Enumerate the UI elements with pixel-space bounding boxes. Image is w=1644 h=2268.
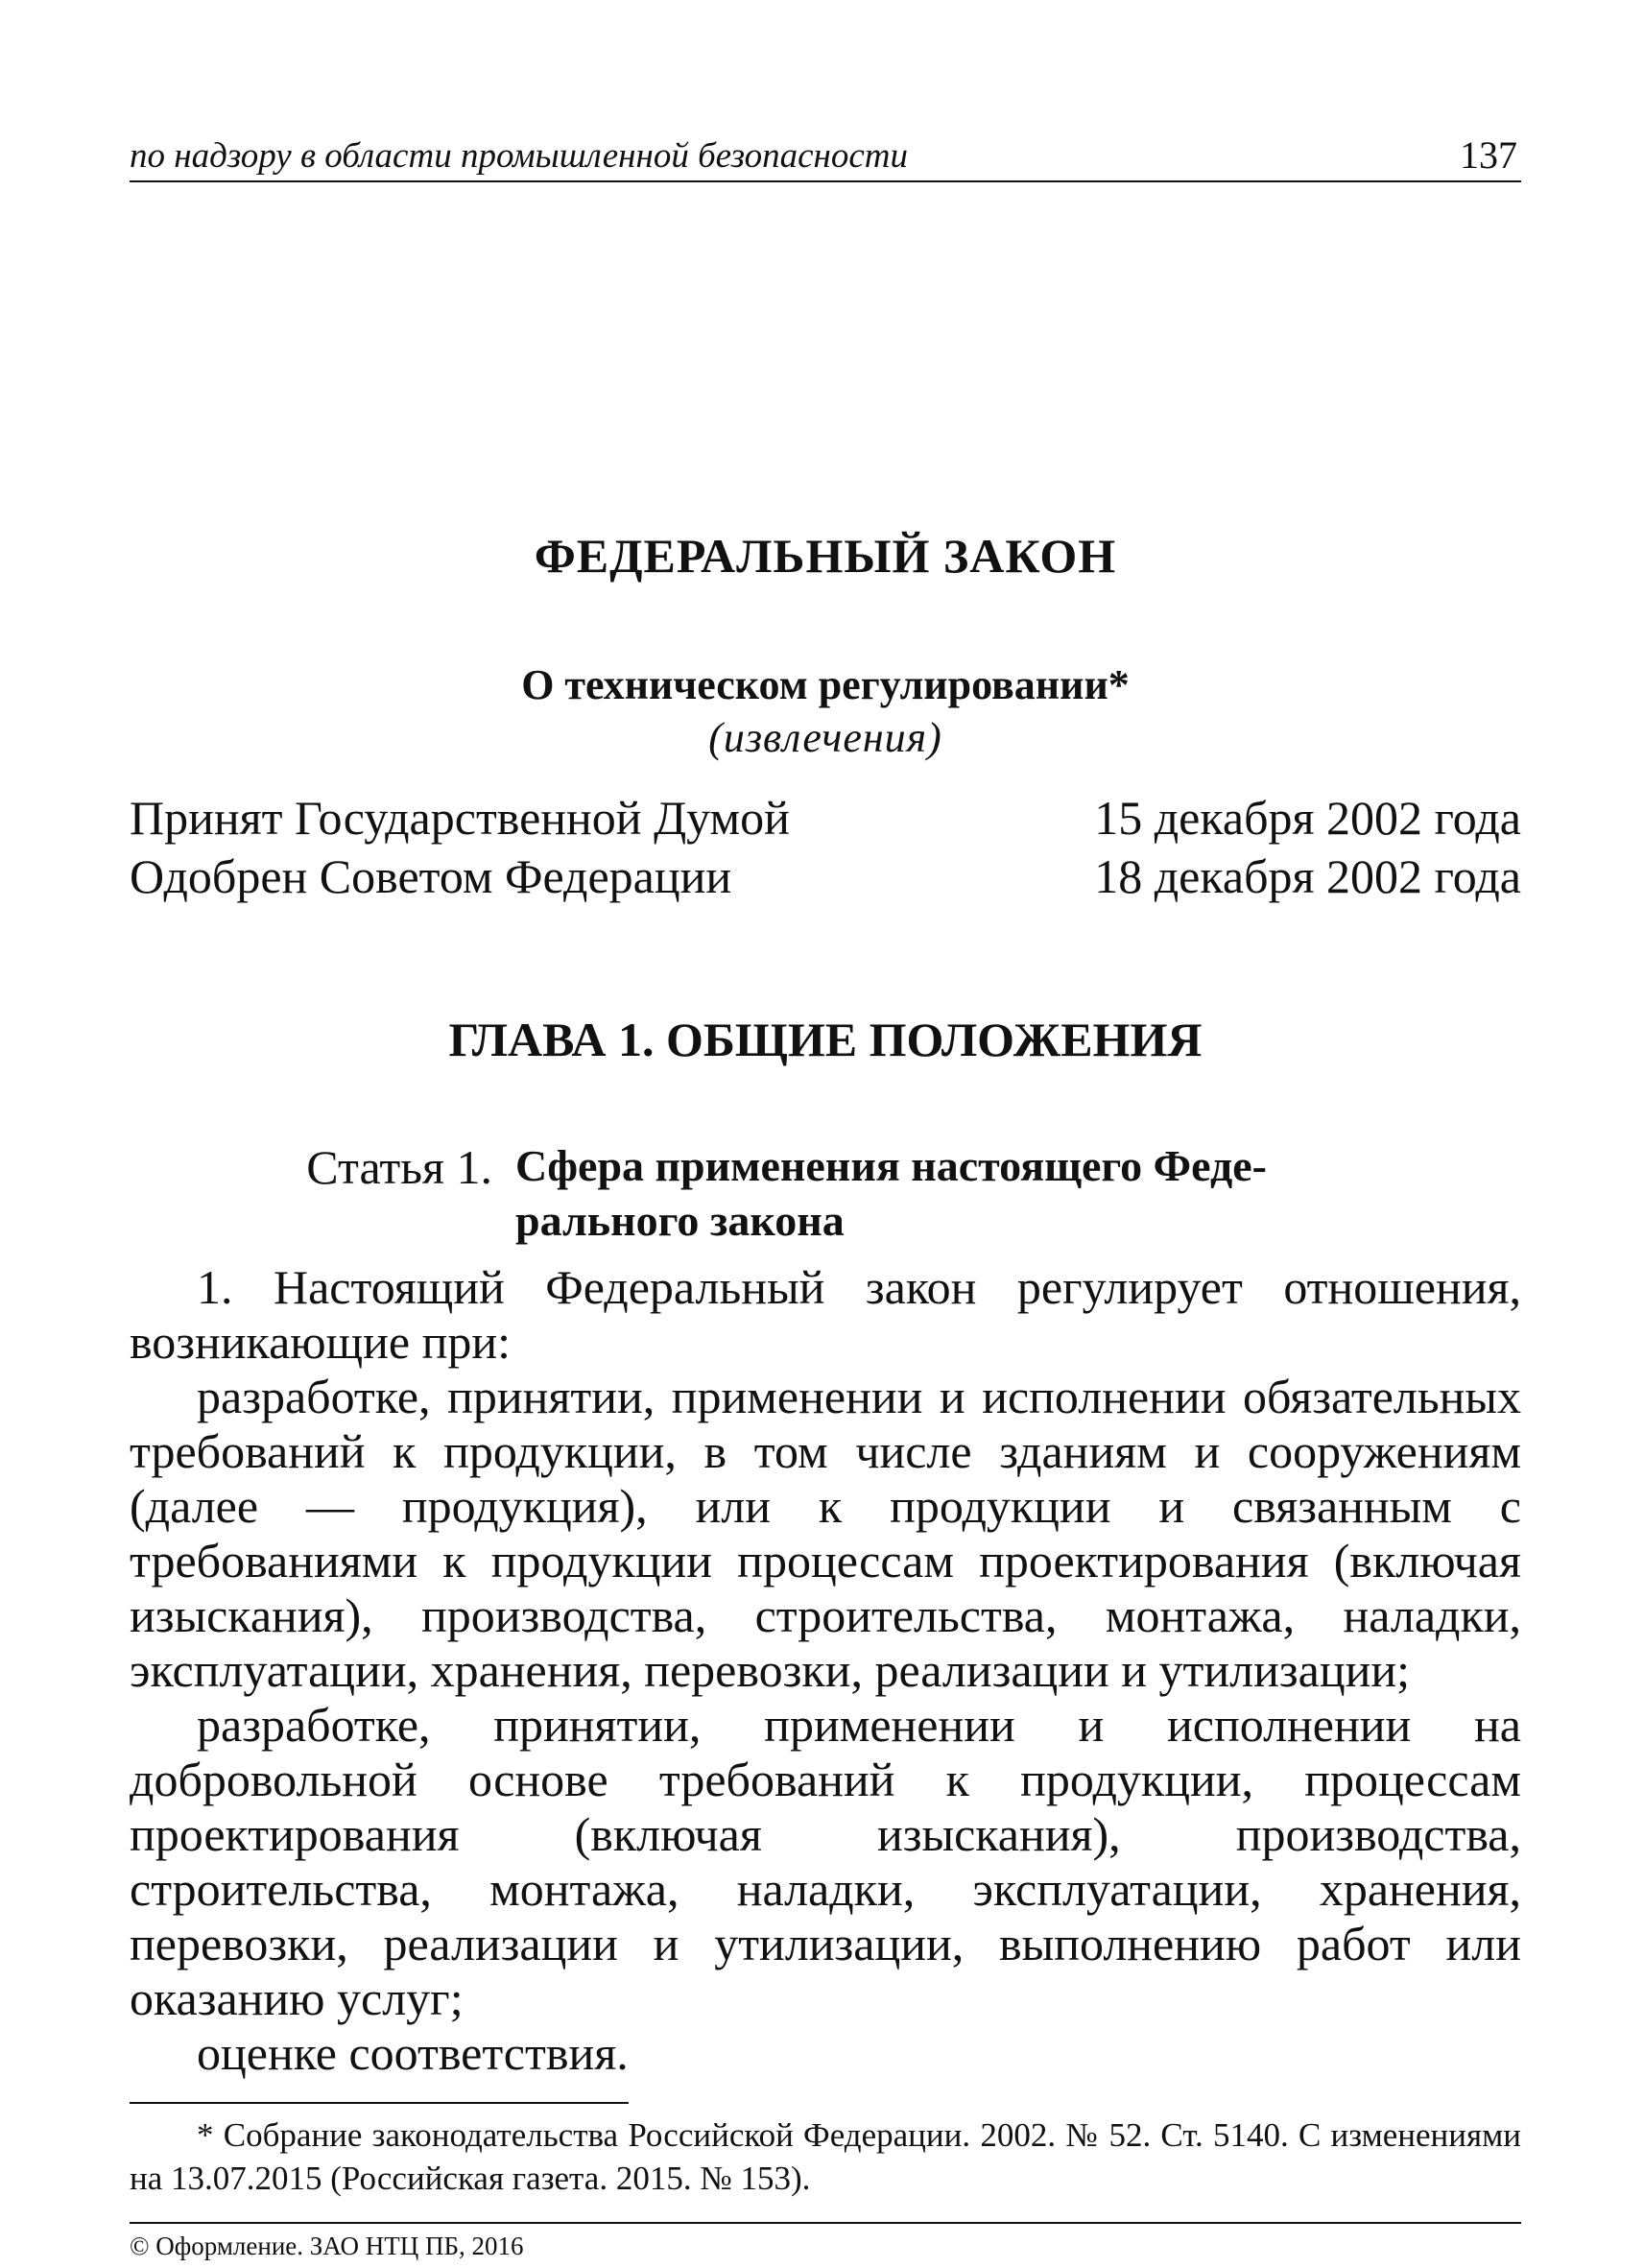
- footnote-divider: [130, 2102, 629, 2104]
- document-page: [130, 133, 1521, 2260]
- copyright-notice: © Оформление. ЗАО НТЦ ПБ, 2016: [130, 2231, 524, 2260]
- adoption-dates: [130, 789, 1521, 906]
- paragraph: разработке, принятии, применении и исполнении на добровольной основе требований к продукции, процессам проектирования (включая изыскания), производства, строительства, монтажа, наладки, эксплуатации, хранения, перевозки, реализации и утилизации, выполнению работ или оказанию услуг;: [130, 1697, 1521, 2025]
- running-header: [130, 134, 1521, 182]
- adoption-row-council: [130, 848, 1521, 906]
- article-heading: Сфера применения настоящего Феде- рального закона: [515, 1140, 1267, 1246]
- paragraph: 1. Настоящий Федеральный закон регулирует отношения, возникающие при:: [130, 1259, 1521, 1369]
- running-title: по надзору в области промышленной безопасности: [130, 136, 908, 177]
- law-title: О техническом регулировании*: [521, 661, 1130, 708]
- adoption-label: Принят Государственной Думой: [130, 790, 790, 845]
- paragraph: оценке соответствия.: [197, 2025, 629, 2080]
- page-number: 137: [1460, 133, 1517, 177]
- paragraph: разработке, принятии, применении и исполнении обязательных требований к продукции, в том числе зданиям и сооружениям (далее — продукция), или к продукции и связанным с требованиями к продукции процессам проектирования (включая изыскания), производства, строительства, монтажа, наладки, эксплуатации, хранения, перевозки, реализации и утилизации;: [130, 1369, 1521, 1697]
- article-label: Статья 1.: [306, 1139, 492, 1194]
- article-body: [130, 1260, 1521, 2081]
- law-type: ФЕДЕРАЛЬНЫЙ ЗАКОН: [534, 529, 1117, 583]
- article-heading-block: [130, 1138, 1521, 1249]
- adoption-date: 15 декабря 2002 года: [1094, 790, 1521, 845]
- law-subtitle: (извлечения): [708, 713, 942, 761]
- adoption-label: Одобрен Советом Федерации: [130, 848, 732, 903]
- copyright-divider: [130, 2222, 1521, 2224]
- footnote: * Собрание законодательства Российской Федерации. 2002. № 52. Ст. 5140. С изменениями на 13.07.2015 (Российская газета. 2015. № 153).: [130, 2115, 1521, 2198]
- chapter-heading: ГЛАВА 1. ОБЩИЕ ПОЛОЖЕНИЯ: [448, 1012, 1203, 1066]
- adoption-row-duma: [130, 789, 1521, 848]
- adoption-date: 18 декабря 2002 года: [1094, 848, 1521, 903]
